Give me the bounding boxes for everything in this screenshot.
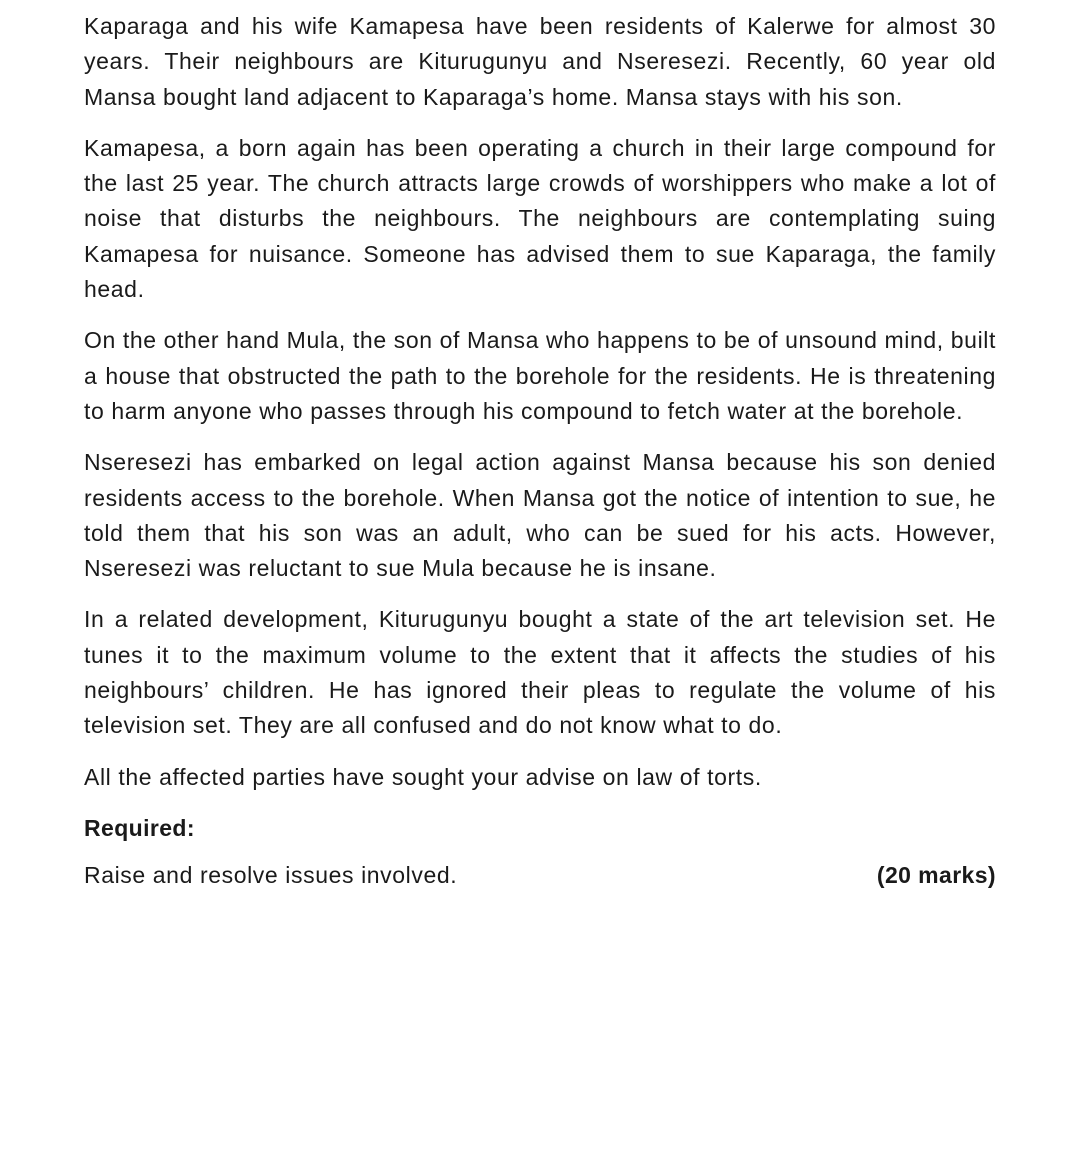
question-document bbox=[84, 9, 996, 893]
paragraph-4: Nseresezi has embarked on legal action against Mansa because his son denied residents access to the borehole. When Mansa got the notice of intention to sue, he told them that his son was an adult, who can be sued for his acts. However, Nseresezi was reluctant to sue Mula because he is insane. bbox=[84, 449, 996, 582]
marks-label: (20 marks) bbox=[876, 861, 996, 888]
paragraph-3: On the other hand Mula, the son of Mansa who happens to be of unsound mind, built a house that obstructed the path to the borehole for the residents. He is threatening to harm anyone who passes through his compound to fetch water at the borehole. bbox=[84, 327, 996, 424]
task-row bbox=[84, 858, 996, 893]
paragraph-6: All the affected parties have sought your advise on law of torts. bbox=[84, 763, 762, 790]
task-instruction: Raise and resolve issues involved. bbox=[84, 861, 458, 888]
paragraph-2: Kamapesa, a born again has been operating a church in their large compound for the last 25 year. The church attracts large crowds of worshippers who make a lot of noise that disturbs the neighbours. The neighbours are contemplating suing Kamapesa for nuisance. Someone has advised them to sue Kaparaga, the family head. bbox=[84, 134, 996, 303]
paragraph-1: Kaparaga and his wife Kamapesa have been residents of Kalerwe for almost 30 years. Their neighbours are Kiturugunyu and Nseresezi. Recently, 60 year old Mansa bought land adjacent to Kaparaga’s home. Mansa stays with his son. bbox=[84, 13, 996, 110]
paragraph-5: In a related development, Kiturugunyu bought a state of the art television set. He tunes it to the maximum volume to the extent that it affects the studies of his neighbours’ children. He has ignored their pleas to regulate the volume of his television set. They are all confused and do not know what to do. bbox=[84, 606, 996, 739]
required-heading: Required: bbox=[84, 814, 195, 841]
